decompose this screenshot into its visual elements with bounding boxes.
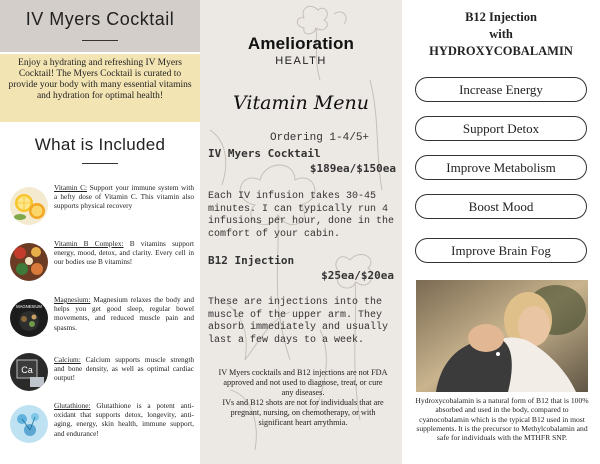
menu-title: Vitamin Menu <box>233 92 369 114</box>
disclaimer <box>218 368 388 428</box>
vitamin-c-text: Vitamin C: Support your immune system with a hefty dose of Vitamin C. This vitamin also supports physical recovery <box>54 183 195 211</box>
b-vitamin-foods-image <box>10 243 48 281</box>
vitamin-item-glutathione <box>10 401 196 453</box>
left-panel <box>0 0 200 464</box>
calcium-text: Calcium: Calcium supports muscle strength and bone density, as well as optimal cardiac output! <box>54 355 194 383</box>
left-title: IV Myers Cocktail <box>25 9 175 29</box>
brand-name: Amelioration <box>247 34 355 53</box>
glutathione-text: Glutathione: Glutathione is a potent anti-oxidant that supports detox, longevity, anti-aging, energy, skin health, immune support, and endurance! <box>54 401 194 438</box>
magnesium-image <box>10 299 48 337</box>
benefit-improve-brain-fog: Improve Brain Fog <box>415 238 587 263</box>
included-divider <box>82 163 118 164</box>
right-panel <box>402 0 600 464</box>
vitamin-item-calcium <box>10 349 196 401</box>
brand-subtitle: HEALTH <box>275 55 327 67</box>
vitamin-b-text: Vitamin B Complex: B vitamins support energy, mood, detox, and clarity. Every cell in our bodies use B vitamins! <box>54 239 194 267</box>
b12-heading-line2: with <box>489 27 513 41</box>
couple-photo <box>416 280 588 392</box>
calcium-image <box>10 353 48 391</box>
vitamin-item-magnesium <box>10 295 196 347</box>
included-heading: What is Included <box>34 135 166 154</box>
glutathione-image <box>10 405 48 443</box>
b12-heading <box>402 9 600 60</box>
benefit-improve-metabolism: Improve Metabolism <box>415 155 587 180</box>
intro-box <box>0 54 200 122</box>
b12-name: B12 Injection <box>208 254 295 267</box>
b12-heading-line3: HYDROXYCOBALAMIN <box>429 44 573 58</box>
b12-heading-line1: B12 Injection <box>465 10 537 24</box>
iv-description: Each IV infusion takes 30-45 minutes. I can typically run 4 infusions per hour, done in the comfort of your cabin. <box>208 191 395 240</box>
benefit-increase-energy: Increase Energy <box>415 77 587 102</box>
middle-panel <box>200 0 402 464</box>
magnesium-text: Magnesium: Magnesium relaxes the body and helps you get good sleep, regular bowel movements, and reduced muscle pain and spasms. <box>54 295 194 332</box>
vitamin-item-b <box>10 239 196 291</box>
hydroxycobalamin-description: Hydroxycobalamin is a natural form of B12 that is 100% absorbed and used in the body, compared to cyanocobalamin which is the typical B12 used in most supplements. It is the precursor to Methylcobalamin and safe for individuals with the MTHFR SNP. <box>415 396 589 443</box>
left-title-banner <box>0 0 200 52</box>
iv-price: $189ea/$150ea <box>309 162 396 175</box>
disclaimer-fda: IV Myers cocktails and B12 injections are not FDA approved and not used to diagnose, treat, or cure any diseases. <box>218 368 388 397</box>
title-divider <box>82 40 118 41</box>
lemon-image <box>10 187 48 225</box>
magnesium-badge-text: MAGNESIUM <box>16 304 42 309</box>
benefit-support-detox: Support Detox <box>415 116 587 141</box>
disclaimer-contraindications: IVs and B12 shots are not for individuals that are pregnant, nursing, on chemotherapy, or with significant heart arrythmia. <box>222 398 384 427</box>
intro-text: Enjoy a hydrating and refreshing IV Myers Cocktail! The Myers Cocktail is curated to provide your body with many essential vitamins and hydration for optimal health! <box>8 58 192 101</box>
calcium-badge-text: Ca <box>21 365 33 375</box>
benefit-boost-mood: Boost Mood <box>415 194 587 219</box>
b12-price: $25ea/$20ea <box>321 269 394 282</box>
b12-description: These are injections into the muscle of the upper arm. They absorb immediately and usually last a few days to a week. <box>208 297 389 346</box>
ordering-note: Ordering 1-4/5+ <box>270 132 370 144</box>
iv-name: IV Myers Cocktail <box>208 147 321 160</box>
vitamin-item-c <box>10 183 196 235</box>
